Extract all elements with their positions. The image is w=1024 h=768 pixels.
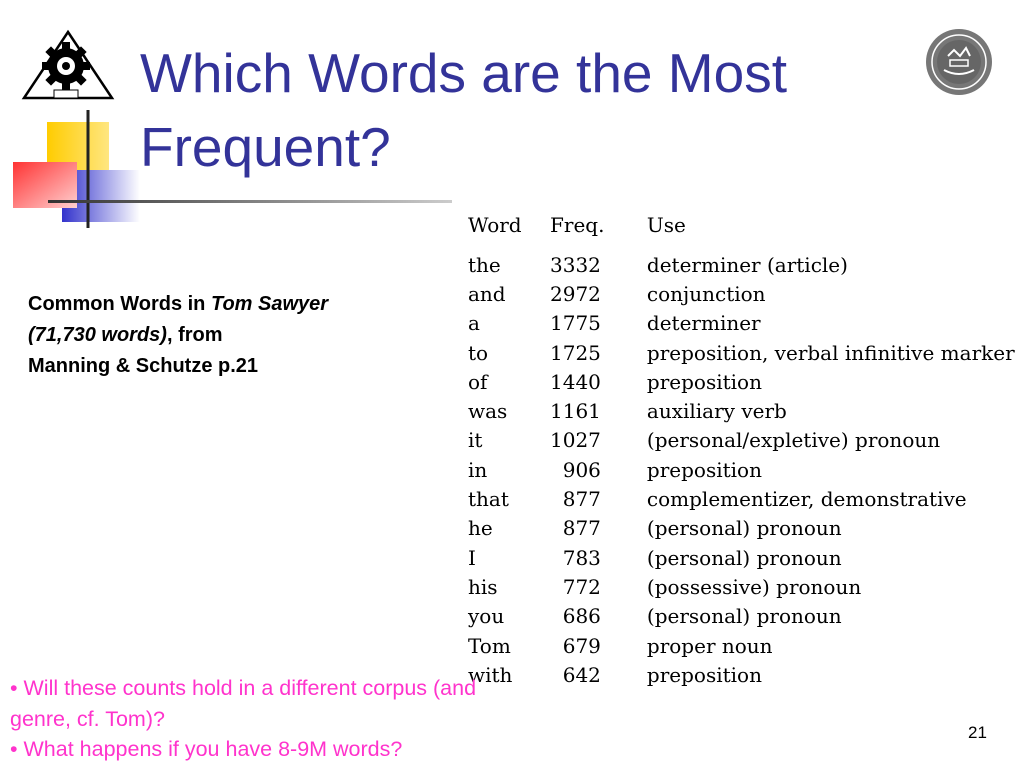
cell-freq: 1725 [550,340,601,365]
table-row [462,396,1015,425]
cell-word: I [468,545,476,570]
table-row [462,514,1015,543]
cell-word: was [468,399,508,424]
table-row [462,279,1015,308]
cell-use: auxiliary verb [646,399,787,424]
cell-use: determiner [646,311,761,336]
cell-word: that [468,487,509,512]
cell-freq: 3332 [550,252,601,277]
cell-freq: 1440 [550,369,601,394]
table-row [462,367,1015,396]
slide-title: Which Words are the Most Frequent? [140,42,787,178]
cell-freq: 1775 [550,311,601,336]
cell-word: his [468,574,498,599]
gear-logo-icon [20,28,116,102]
header-word: Word [468,213,522,237]
cell-freq: 1161 [550,399,601,424]
cell-word: Tom [468,633,511,658]
table-row [462,338,1015,367]
cell-freq: 679 [562,633,601,658]
cell-freq: 686 [562,604,601,629]
cell-word: you [468,604,505,629]
cell-word: to [468,340,489,365]
cell-freq: 783 [562,545,601,570]
cell-freq: 772 [562,574,601,599]
table-row [462,543,1015,572]
cell-use: complementizer, demonstrative [646,487,967,512]
cell-use: preposition, verbal infinitive marker [646,340,1015,365]
caption-prefix: Common Words in [28,293,211,315]
cell-use: (personal/expletive) pronoun [646,428,941,453]
header-freq: Freq. [550,213,605,237]
caption-book-title: Tom Sawyer (71,730 words) [28,293,329,346]
cell-use: preposition [646,457,762,482]
cell-use: (personal) pronoun [646,516,842,541]
cell-freq: 2972 [550,281,601,306]
word-frequency-table [462,210,1015,689]
cell-word: the [468,252,501,277]
table-caption [28,289,358,382]
cell-word: he [468,516,493,541]
cell-word: with [468,662,513,687]
cell-word: of [468,369,488,394]
caption-source: Manning & Schutze p.21 [28,355,259,377]
cell-use: proper noun [646,633,773,658]
table-row [462,309,1015,338]
cell-freq: 877 [562,516,601,541]
discussion-questions [10,673,530,765]
cell-word: and [468,281,506,306]
question-2: • What happens if you have 8-9M words? [10,737,403,761]
cell-freq: 1027 [550,428,601,453]
table-spacer [462,240,1015,250]
horizontal-line [48,200,452,203]
table-row [462,572,1015,601]
table-row [462,631,1015,660]
question-1: • Will these counts hold in a different corpus (and genre, cf. Tom)? [10,676,477,731]
table-row [462,455,1015,484]
cell-use: conjunction [646,281,766,306]
table-row [462,602,1015,631]
cell-use: (personal) pronoun [646,545,842,570]
cell-use: determiner (article) [646,252,848,277]
cell-freq: 877 [562,487,601,512]
page-number: 21 [968,723,987,742]
cell-word: it [468,428,483,453]
header-use: Use [646,213,686,237]
cell-freq: 906 [562,457,601,482]
university-seal-icon [924,26,994,98]
table-row [462,250,1015,279]
table-header-row [462,210,1015,240]
caption-after: , from [166,324,223,346]
cell-use: preposition [646,369,762,394]
table-row [462,660,1015,689]
cell-word: in [468,457,488,482]
cell-use: (possessive) pronoun [646,574,862,599]
cell-freq: 642 [562,662,601,687]
table-row [462,426,1015,455]
table-row [462,484,1015,513]
cell-use: (personal) pronoun [646,604,842,629]
cell-use: preposition [646,662,762,687]
cell-word: a [468,311,480,336]
